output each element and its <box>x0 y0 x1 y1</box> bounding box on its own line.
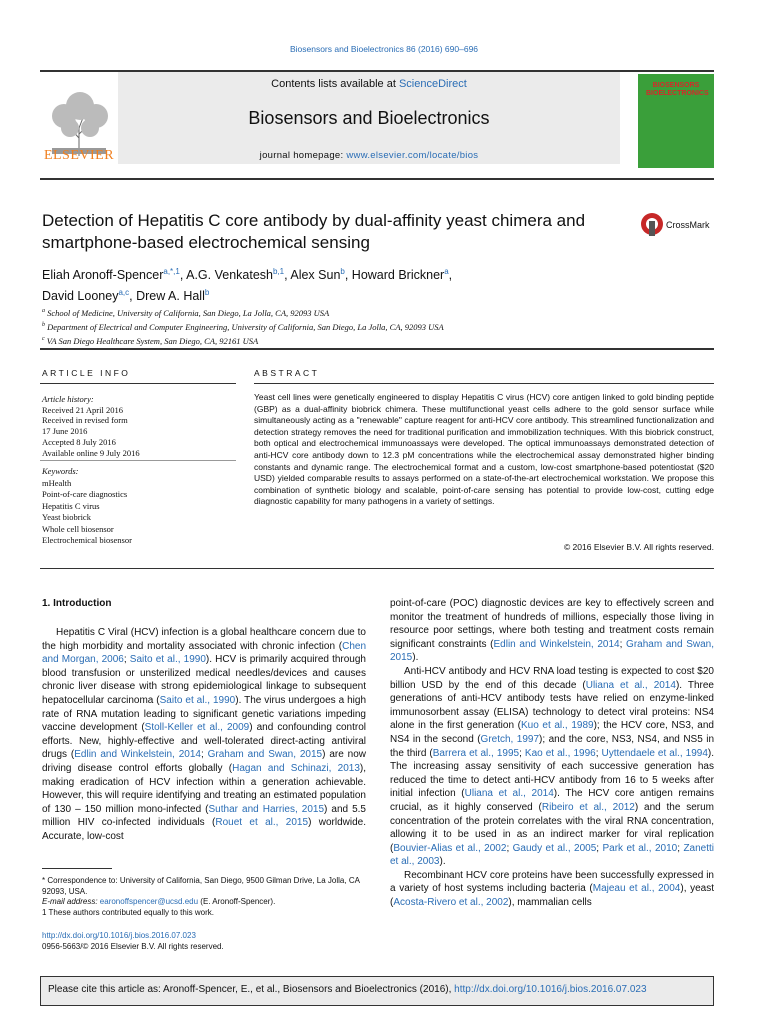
body-column-left <box>42 626 366 844</box>
affiliation-text: School of Medicine, University of California, San Diego, La Jolla, CA, 92093 USA <box>45 307 330 318</box>
issn-line: 0956-5663/© 2016 Elsevier B.V. All rights reserved. <box>42 942 224 951</box>
author-name: Alex Sun <box>290 268 341 283</box>
header-bottom-rule <box>40 178 714 180</box>
body-text: ), making eradication of HCV infection within a generation achievable. However, this will require identifying and treating an estimated population of 130 – 150 million mono-infected ( <box>42 762 367 815</box>
introduction-heading: 1. Introduction <box>42 598 112 609</box>
body-text: ) and confounding control efforts. New, highly-effective and well-tolerated direct-acting antiviral drugs ( <box>42 722 366 761</box>
body-text: ), yeast ( <box>390 883 714 909</box>
author-list <box>42 263 602 305</box>
keywords <box>42 466 236 547</box>
citation-link[interactable]: Saito et al., 1990 <box>159 694 236 706</box>
citation-link[interactable]: Gretch, 1997 <box>480 733 540 745</box>
body-text: ), mammalian cells <box>508 897 592 909</box>
citation-link[interactable]: Majeau et al., 2004 <box>592 883 681 895</box>
body-text: ) worldwide. Accurate, low-cost <box>42 817 366 842</box>
body-text: ). Three generations of anti-HCV antibody tests have relied on enzyme-linked immunosorbent assay (ELISA) technology to detect viral proteins: NS4 alone in the first generation ( <box>390 679 714 732</box>
abstract-heading: ABSTRACT <box>254 368 320 378</box>
email-label: E-mail address: <box>42 897 100 906</box>
citation-link[interactable]: Uliana et al., 2014 <box>464 788 554 800</box>
citation-link[interactable]: Gaudy et al., 2005 <box>512 842 597 854</box>
citation-doi-link[interactable]: http://dx.doi.org/10.1016/j.bios.2016.07.023 <box>454 984 647 995</box>
citation-link[interactable]: Hagan and Schinazi, 2013 <box>232 762 360 774</box>
body-rule <box>40 568 714 569</box>
journal-title: Biosensors and Bioelectronics <box>248 108 490 128</box>
journal-cover-title: BIOSENSORS BIOELECTRONICS <box>646 82 709 97</box>
author-name: A.G. Venkatesh <box>186 268 273 283</box>
body-text: ). <box>412 652 419 664</box>
history-list <box>42 405 236 459</box>
author-affiliation-marker[interactable]: b <box>204 288 210 298</box>
body-text: ); the HCV core, NS3, and NS4 in the second ( <box>390 720 714 745</box>
body-text: ) are now driving disease control efforts globally ( <box>42 749 367 774</box>
body-text: ). The virus undergoes a high rate of RNA mutation leading to significant genetic variations impeding vaccine development ( <box>42 694 367 734</box>
journal-homepage <box>118 150 620 161</box>
body-text: ); and the core, NS3, NS4, and NS5 in the third ( <box>390 733 715 759</box>
crossmark-icon[interactable] <box>640 212 664 236</box>
affiliation-marker: b <box>42 321 45 328</box>
author-name: Howard Brickner <box>351 268 445 283</box>
affiliation <box>42 333 642 347</box>
sciencedirect-link[interactable]: ScienceDirect <box>398 78 467 90</box>
history-item: Available online 9 July 2016 <box>42 447 140 458</box>
homepage-prefix: journal homepage: <box>259 150 347 161</box>
elsevier-wordmark: ELSEVIER <box>43 148 115 163</box>
citation-link[interactable]: Suthar and Harries, 2015 <box>208 803 325 815</box>
keyword-item: Electrochemical biosensor <box>42 535 132 545</box>
citation-link[interactable]: Graham and Swan, 2015 <box>207 749 323 761</box>
equal-contribution-note: 1 These authors contributed equally to this work. <box>42 907 214 917</box>
body-column-right <box>390 597 714 910</box>
keywords-label: Keywords: <box>42 466 79 476</box>
body-text: ; <box>596 842 603 854</box>
intro-paragraph-4 <box>390 869 714 910</box>
abstract-copyright: © 2016 Elsevier B.V. All rights reserved. <box>563 542 714 552</box>
history-item: 17 June 2016 <box>42 426 88 437</box>
author-affiliation-marker[interactable]: a,*,1 <box>163 267 180 276</box>
citation-link[interactable]: Edlin and Winkelstein, 2014 <box>74 749 201 761</box>
homepage-link[interactable]: www.elsevier.com/locate/bios <box>346 150 479 161</box>
citation-link[interactable]: Edlin and Winkelstein, 2014 <box>493 638 620 650</box>
affiliation-marker: c <box>42 335 45 342</box>
article-info-heading: ARTICLE INFO <box>42 368 131 378</box>
contents-available <box>118 78 620 90</box>
affiliation <box>42 319 642 333</box>
history-label: Article history: <box>42 394 94 404</box>
doi-block <box>42 930 224 952</box>
body-text: ; <box>506 842 513 854</box>
author-line-1: Eliah Aronoff-Spencer$^{a,*,1}$, A.G. Venkatesh$^{b,1}$, Alex Sun$^b$, Howard Brickner$^a$, <box>42 267 453 283</box>
footnotes <box>42 876 366 918</box>
citation-link[interactable]: Kao et al., 1996 <box>524 747 596 759</box>
keyword-item: Yeast biobrick <box>42 512 91 522</box>
crossmark-label[interactable]: CrossMark <box>666 220 710 230</box>
article-title: Detection of Hepatitis C core antibody by dual-affinity yeast chimera and smartphone-based electrochemical sensing <box>42 211 586 252</box>
author-affiliation-marker[interactable]: a,c <box>118 288 130 298</box>
author-name: Eliah Aronoff-Spencer <box>42 268 164 283</box>
keyword-item: Whole cell biosensor <box>42 523 114 534</box>
history-item: Accepted 8 July 2016 <box>42 436 116 447</box>
body-text: ; <box>123 654 130 666</box>
citation-prefix: Please cite this article as: Aronoff-Spencer, E., et al., Biosensors and Bioelectronics (2016), <box>48 984 455 995</box>
affiliation <box>42 305 642 319</box>
body-text: Recombinant HCV core proteins have been successfully expressed in a variety of host systems including bacteria ( <box>390 869 714 895</box>
correspondence-note: * Correspondence to: University of California, San Diego, 9500 Gilman Drive, La Jolla, CA 92093, USA. <box>42 876 360 896</box>
body-text: ; <box>677 842 684 854</box>
citation-link[interactable]: Zanetti et al., 2003 <box>390 842 715 868</box>
body-text: ; <box>200 749 208 761</box>
author-line-2: David Looney$^{a,c}$, Drew A. Hall$^b$ <box>42 288 210 304</box>
intro-paragraph-2 <box>390 597 714 665</box>
author-name: David Looney <box>42 289 119 304</box>
email-link[interactable]: earonoffspencer@ucsd.edu <box>99 897 199 906</box>
author-affiliation-marker[interactable]: b <box>340 267 345 276</box>
citation-link[interactable]: Graham and Swan, 2015 <box>390 638 714 664</box>
affiliations <box>42 305 642 346</box>
keywords-list <box>42 478 236 547</box>
affiliation-text: Department of Electrical and Computer Engineering, University of California, San Diego, La Jolla, CA, 92093 USA <box>45 321 444 332</box>
affiliation-marker: a <box>42 308 45 314</box>
citation-link[interactable]: Uliana et al., 2014 <box>585 679 676 691</box>
citation-link[interactable]: Saito et al., 1990 <box>129 654 206 666</box>
body-text: ) and 5.5 million HIV co-infected individuals ( <box>42 803 366 829</box>
section-rule <box>40 348 714 350</box>
keyword-item: mHealth <box>42 477 72 488</box>
keyword-item: Point-of-care diagnostics <box>42 489 128 499</box>
citation-link[interactable]: Barrera et al., 1995 <box>432 747 520 759</box>
doi-link[interactable]: http://dx.doi.org/10.1016/j.bios.2016.07.023 <box>42 931 196 940</box>
abstract-text: Yeast cell lines were genetically engineered to display Hepatitis C virus (HCV) core antigen linked to gold binding peptide (GBP) as a dual-affinity biobrick chimera. These multifunctional yeast cells adhere to the gold sensor surface while simultaneously acting as a "renewable" capture reagent for anti-HCV core antibody. This streamlined functionalization and detection strategy removes the need for traditional purification and immobilization techniques. With this biobrick construct, both optical and electrochemical immunoassays were developed. The optical immunoassays demonstrated detection of anti-HCV core antibody down to 12.3 pM concentrations while the electrochemical assay demonstrated higher binding constants and dynamic range. The electrochemical format and a custom, low-cost smartphone-based potentiostat ($20 USD) yielded comparable results to assays performed on a state-of-the-art electrochemical workstation. We propose this combination of synthetic biology and scalable, point-of-care sensing has potential to provide low-cost, cutting edge diagnostic capability for many pathogens in a variety of settings. <box>254 392 714 507</box>
body-text: ). The HCV core antigen remains crucial, as it highly conserved ( <box>390 788 714 813</box>
article-history <box>42 394 236 458</box>
body-text: ; <box>619 638 627 650</box>
intro-paragraph-1 <box>42 626 366 844</box>
citation-link[interactable]: Rouet et al., 2015 <box>215 817 309 829</box>
citation-link[interactable]: Bouvier-Alias et al., 2002 <box>393 842 507 854</box>
contents-prefix: Contents lists available at <box>271 78 399 90</box>
author-name: Drew A. Hall <box>136 289 205 304</box>
body-text: ). The increasing assay sensitivity of each successive generation has reduced the time to detect anti-HCV antibody from 16 to 5 weeks after initial infection ( <box>390 747 714 800</box>
body-text: Anti-HCV antibody and HCV RNA load testing is expected to cost $20 billion USD by the end of this decade ( <box>390 665 714 691</box>
article-info-rule <box>40 383 236 384</box>
history-item: Received 21 April 2016 <box>42 404 123 415</box>
citation-link[interactable]: Kuo et al., 1989 <box>520 720 594 732</box>
body-text: ; <box>595 747 602 759</box>
author-affiliation-marker[interactable]: b,1 <box>272 267 285 276</box>
body-text: ; <box>519 747 525 759</box>
affiliation-text: VA San Diego Healthcare System, San Diego, CA, 92161 USA <box>44 335 259 346</box>
body-text: ) and the serum concentration of the protein correlates with the viral RNA concentration, allowing it to be used in as an indirect marker for viral replication ( <box>390 801 714 854</box>
citation-link[interactable]: Ribeiro et al., 2012 <box>541 801 635 813</box>
keyword-item: Hepatitis C virus <box>42 500 100 511</box>
history-item: Received in revised form <box>42 415 128 426</box>
journal-reference[interactable]: Biosensors and Bioelectronics 86 (2016) 690–696 <box>289 44 479 54</box>
author-affiliation-marker[interactable]: a <box>444 267 449 276</box>
body-text: point-of-care (POC) diagnostic devices are key to effectively screen and monitor the treatment of hundreds of millions, especially those living in resource poor settings, where both testing and treatment costs remain significant constraints ( <box>390 598 714 650</box>
citation-link[interactable]: Uyttendaele et al., 1994 <box>601 747 708 759</box>
body-text: ). HCV is primarily acquired through blood transfusion or unsterilized medical needles/devices and causes chronic liver disease with strong epidemiological linkage to subsequent hepatocellular carcinoma ( <box>42 654 366 706</box>
abstract-rule <box>254 383 714 384</box>
citation-link[interactable]: Stoll-Keller et al., 2009 <box>144 722 250 734</box>
email-note <box>42 897 366 908</box>
citation-link[interactable]: Chen and Morgan, 2006 <box>42 640 366 666</box>
citation-link[interactable]: Acosta-Rivero et al., 2002 <box>393 897 509 909</box>
citation-link[interactable]: Park et al., 2010 <box>602 842 678 854</box>
email-suffix: (E. Aronoff-Spencer). <box>198 897 276 906</box>
citation-text <box>48 984 712 995</box>
body-text: ). <box>439 856 446 868</box>
keywords-rule <box>40 460 236 461</box>
intro-paragraph-3 <box>390 665 714 869</box>
body-text: Hepatitis C Viral (HCV) infection is a global healthcare concern due to the high morbidity and mortality associated with chronic infection ( <box>42 627 366 652</box>
footnote-rule <box>42 868 112 869</box>
